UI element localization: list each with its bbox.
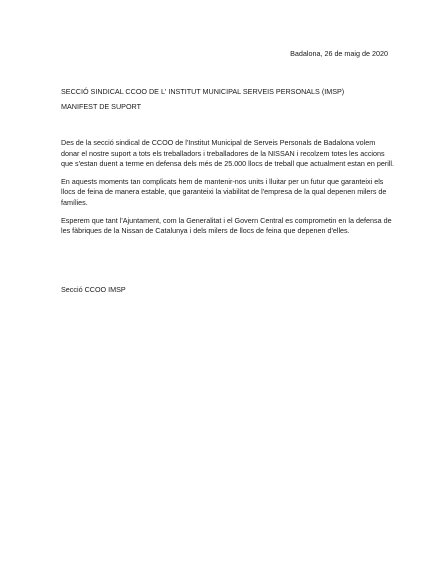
paragraph-1: Des de la secció sindical de CCOO de l'Institut Municipal de Serveis Personals de Badalona volem donar el nostre suport a tots els treballadors i treballadores de la NISSAN i recolzem totes les accions que s'estan duent a terme en defensa dels més de 25.000 llocs de treball que actualment estan en perill. <box>61 138 395 169</box>
document-heading: SECCIÓ SINDICAL CCOO DE L' INSTITUT MUNICIPAL SERVEIS PERSONALS (IMSP) <box>61 87 345 96</box>
paragraph-2: En aquests moments tan complicats hem de mantenir-nos units i lluitar per un futur que garanteixi els llocs de feina de manera estable, que garanteixi la viabilitat de l'empresa de la qual depenen milers de famílies. <box>61 176 387 207</box>
document-body <box>61 138 395 244</box>
paragraph-3: Esperem que tant l'Ajuntament, com la Generalitat i el Govern Central es comprometin en la defensa de les fàbriques de la Nissan de Catalunya i dels milers de llocs de feina que depenen d'elles. <box>61 215 392 236</box>
document-subheading: MANIFEST DE SUPORT <box>61 102 142 111</box>
signature: Secció CCOO IMSP <box>61 285 126 294</box>
date-line: Badalona, 26 de maig de 2020 <box>290 49 388 58</box>
